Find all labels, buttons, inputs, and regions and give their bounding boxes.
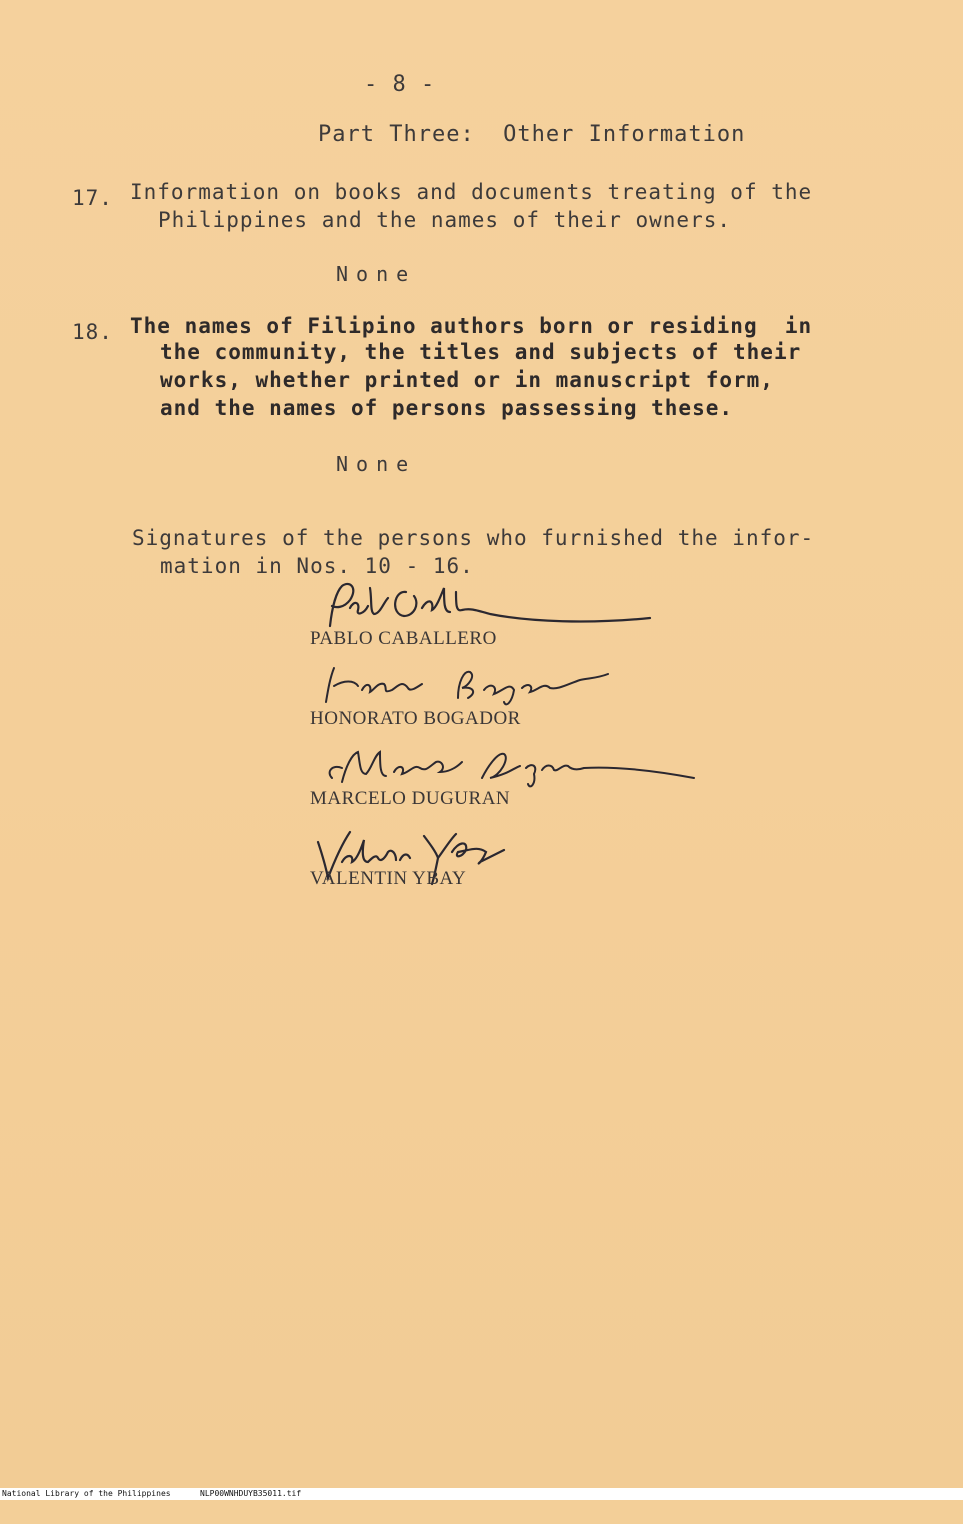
signatures-intro-line-2: mation in Nos. 10 - 16.: [160, 554, 474, 578]
scan-footer: [0, 1488, 963, 1500]
item-18-line-4: and the names of persons passessing these.: [160, 396, 734, 420]
part-title: Part Three: Other Information: [318, 122, 746, 147]
signature-name-1: PABLO CABALLERO: [310, 628, 497, 649]
signatures-intro-line-1: Signatures of the persons who furnished the infor-: [132, 526, 815, 550]
item-17-line-1: Information on books and documents treating of the: [130, 180, 813, 204]
item-18-answer: None: [336, 452, 417, 476]
item-18-number: 18.: [72, 320, 113, 344]
signature-honorato-bogador: [318, 662, 618, 712]
footer-institution: National Library of the Philippines: [2, 1489, 171, 1498]
page-number: - 8 -: [364, 72, 436, 97]
item-18-line-1: The names of Filipino authors born or residing in: [130, 314, 813, 338]
signature-name-4: VALENTIN YBAY: [310, 868, 467, 889]
signature-name-2: HONORATO BOGADOR: [310, 708, 521, 729]
signature-name-3: MARCELO DUGURAN: [310, 788, 511, 809]
item-18-line-2: the community, the titles and subjects of their: [160, 340, 802, 364]
signature-marcelo-duguran: [322, 742, 702, 792]
item-17-line-2: Philippines and the names of their owners.: [158, 208, 732, 232]
item-18-line-3: works, whether printed or in manuscript form,: [160, 368, 774, 392]
item-17-number: 17.: [72, 186, 113, 210]
item-17-answer: None: [336, 262, 417, 286]
footer-filename: NLP00WNHDUYB35011.tif: [200, 1489, 302, 1498]
